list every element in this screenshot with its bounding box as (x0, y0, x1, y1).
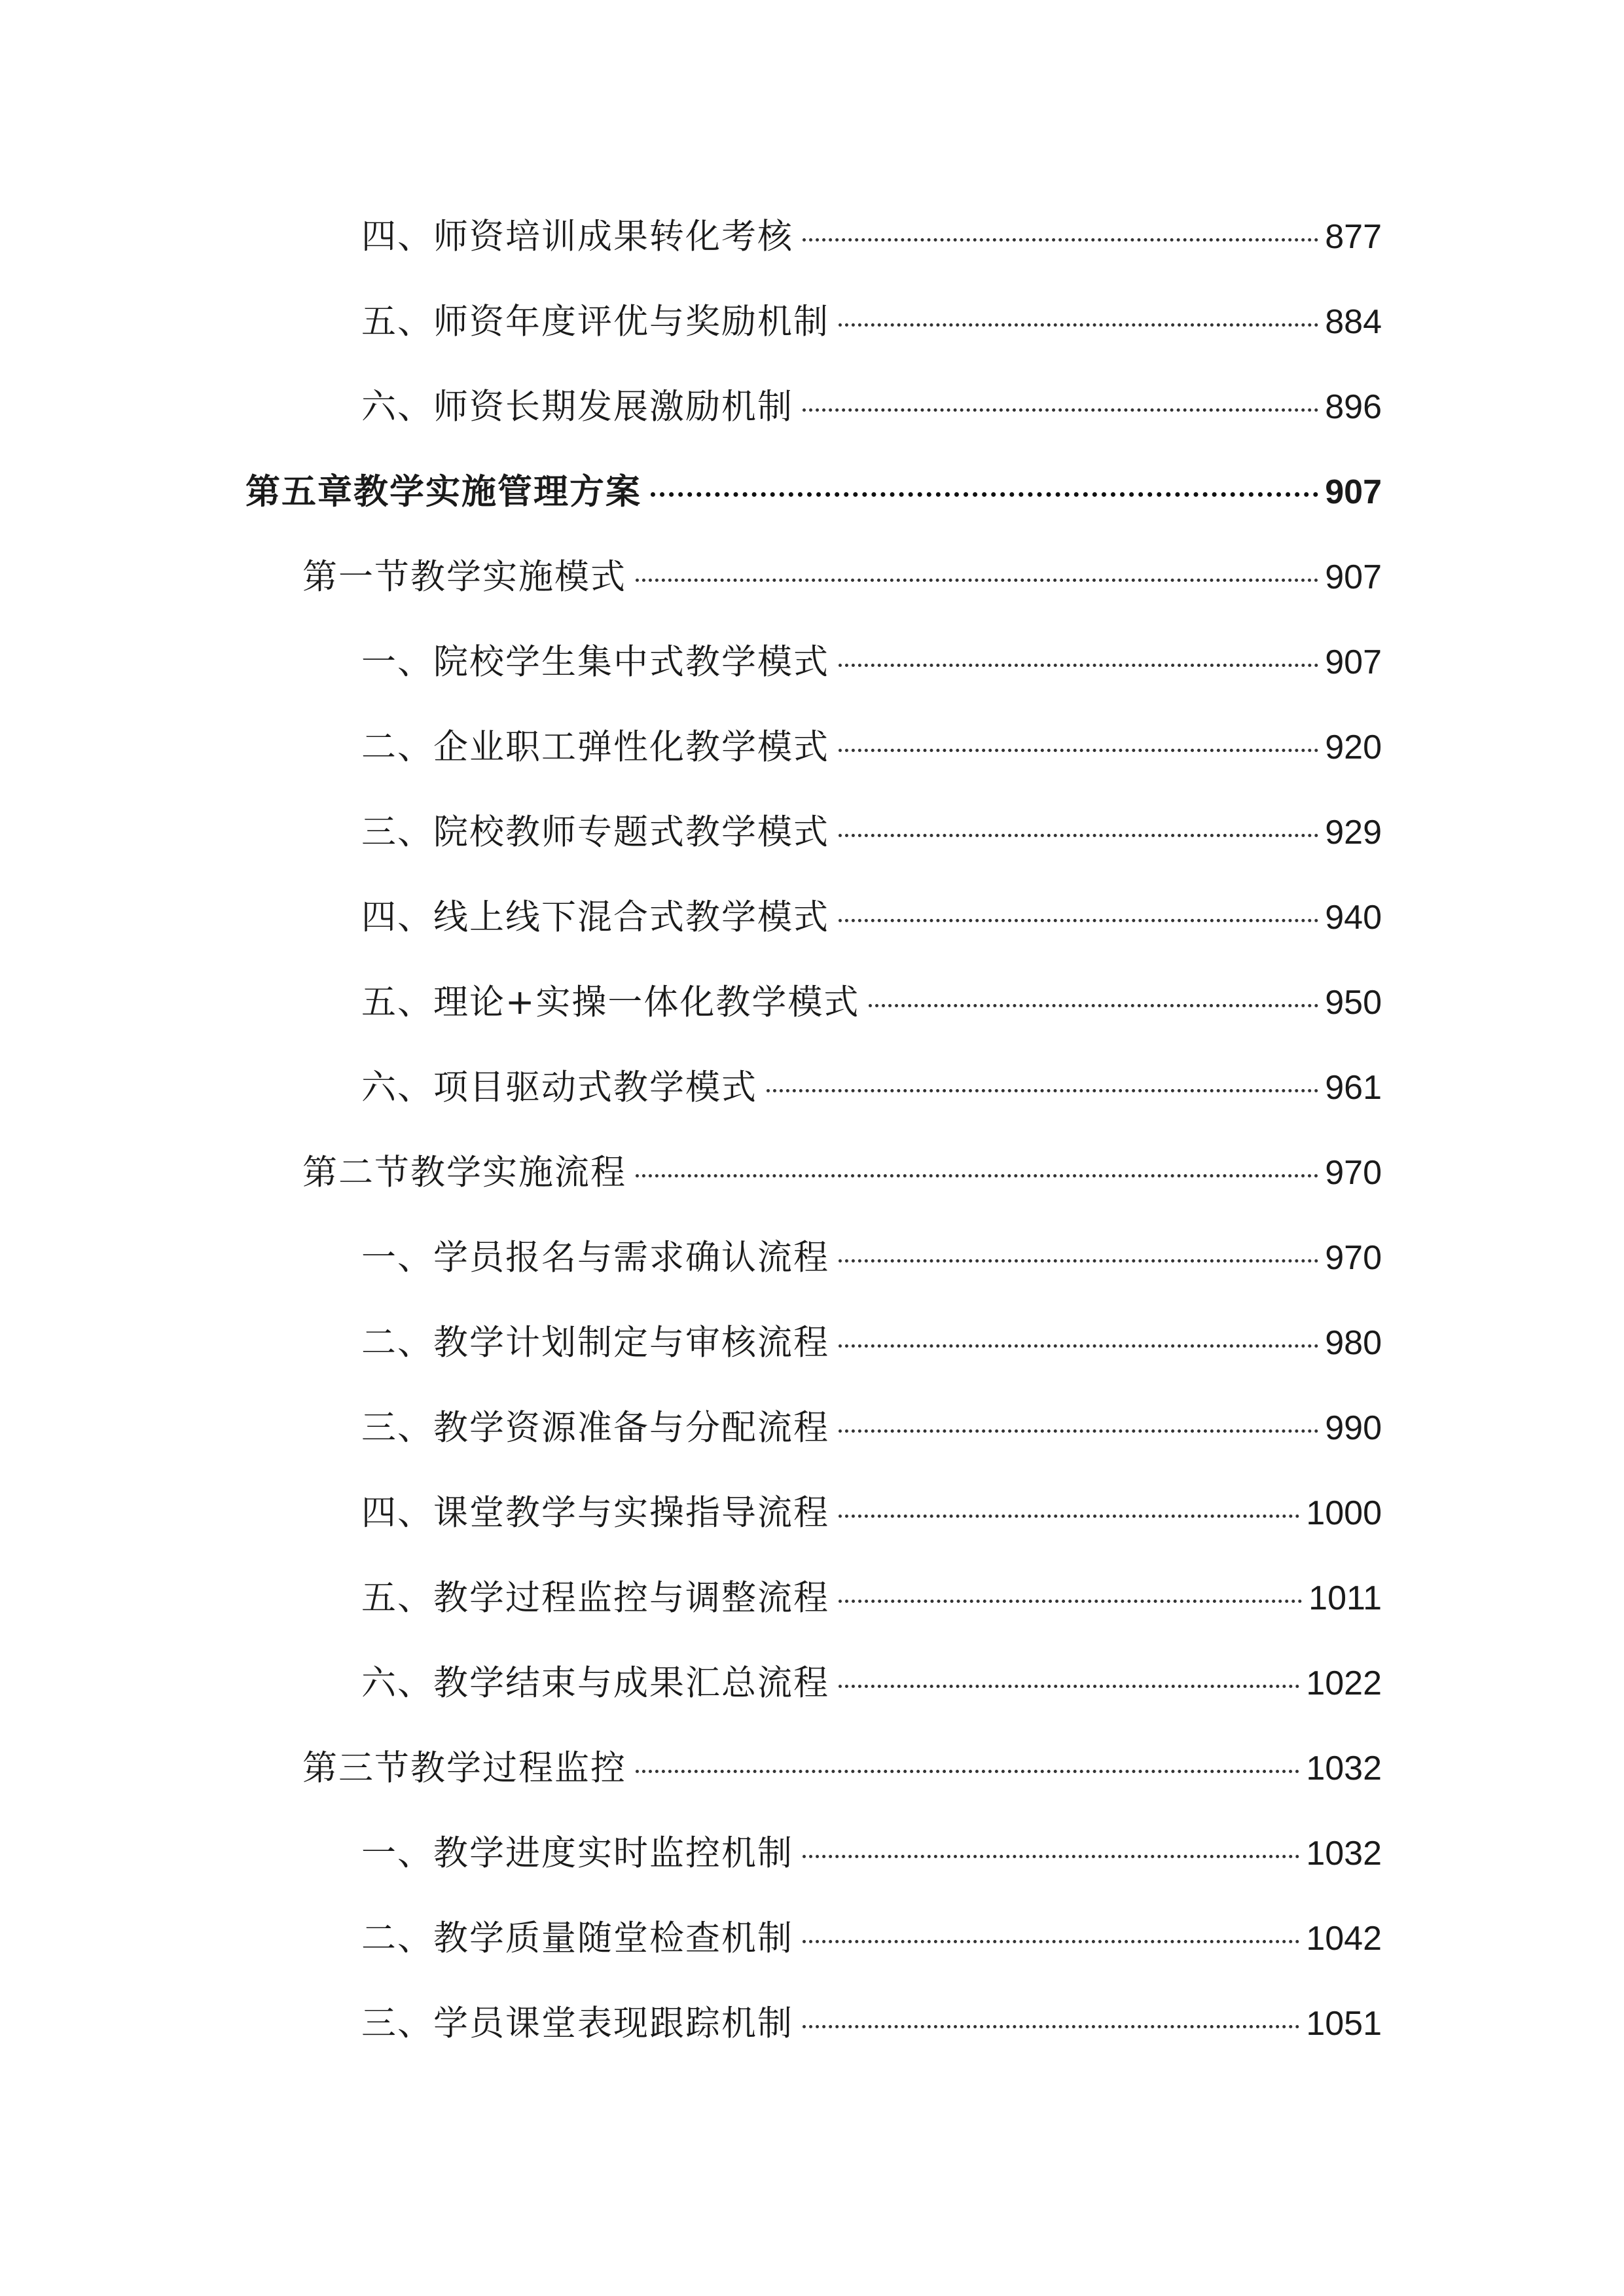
toc-entry[interactable] (361, 1912, 1382, 1965)
toc-entry[interactable] (361, 1572, 1382, 1624)
toc-entry[interactable] (361, 296, 1382, 348)
toc-entry-page-number: 877 (1325, 218, 1382, 256)
toc-entry-page-number: 1022 (1306, 1664, 1382, 1702)
toc-entry-label: 第二节教学实施流程 (302, 1153, 626, 1193)
toc-entry-page-number: 961 (1325, 1069, 1382, 1107)
toc-entry-page-number: 907 (1325, 473, 1382, 511)
toc-entry-label: 五、师资年度评优与奖励机制 (361, 302, 829, 342)
toc-entry-page-number: 950 (1325, 984, 1382, 1022)
dot-leader (839, 1600, 1302, 1603)
toc-entry-label: 六、师资长期发展激励机制 (361, 387, 793, 427)
toc-entry-label: 第一节教学实施模式 (302, 557, 626, 597)
toc-entry-label: 三、学员课堂表现跟踪机制 (361, 2003, 793, 2043)
toc-entry-page-number: 1032 (1306, 1749, 1382, 1787)
toc-entry-page-number: 970 (1325, 1154, 1382, 1192)
toc-entry[interactable] (361, 1998, 1382, 2050)
dot-leader (839, 1685, 1299, 1688)
toc-entry-label: 五、教学过程监控与调整流程 (361, 1578, 829, 1618)
toc-entry-page-number: 980 (1325, 1324, 1382, 1362)
toc-entry-label: 第三节教学过程监控 (302, 1748, 626, 1788)
toc-entry-label: 一、学员报名与需求确认流程 (361, 1238, 829, 1278)
toc-entry-page-number: 1051 (1306, 2005, 1382, 2043)
dot-leader (839, 1344, 1318, 1348)
toc-section-entry[interactable] (302, 551, 1382, 603)
dot-leader (803, 238, 1318, 242)
dot-leader (803, 408, 1318, 412)
toc-entry[interactable] (361, 1487, 1382, 1539)
toc-entry[interactable] (361, 721, 1382, 774)
toc-entry-label: 五、理论+实操一体化教学模式 (361, 982, 860, 1022)
dot-leader (869, 1004, 1318, 1007)
toc-entry-page-number: 990 (1325, 1409, 1382, 1447)
toc-entry-page-number: 940 (1325, 899, 1382, 937)
toc-entry-label: 四、课堂教学与实操指导流程 (361, 1493, 829, 1533)
dot-leader (839, 749, 1318, 752)
toc-entry-page-number: 929 (1325, 814, 1382, 852)
toc-entry-page-number: 907 (1325, 558, 1382, 596)
toc-entry-label: 第五章教学实施管理方案 (245, 472, 641, 512)
dot-leader (839, 323, 1318, 327)
dot-leader (839, 834, 1318, 837)
toc-entry[interactable] (361, 1232, 1382, 1284)
toc-entry[interactable] (361, 1827, 1382, 1880)
dot-leader (636, 1770, 1299, 1773)
toc-entry-page-number: 896 (1325, 388, 1382, 426)
toc-entry-label: 一、院校学生集中式教学模式 (361, 642, 829, 682)
toc-entry-page-number: 1032 (1306, 1835, 1382, 1873)
dot-leader (839, 1515, 1299, 1518)
toc-entry[interactable] (361, 1317, 1382, 1369)
toc-entry-page-number: 884 (1325, 303, 1382, 341)
toc-entry-page-number: 1011 (1308, 1579, 1382, 1617)
toc-entry[interactable] (361, 806, 1382, 859)
toc-entry-label: 二、教学计划制定与审核流程 (361, 1323, 829, 1363)
toc-entry-label: 四、线上线下混合式教学模式 (361, 897, 829, 937)
dot-leader (651, 492, 1318, 497)
toc-entry[interactable] (361, 977, 1382, 1029)
toc-entry[interactable] (361, 1657, 1382, 1710)
toc-entry-page-number: 970 (1325, 1239, 1382, 1277)
toc-entry[interactable] (361, 381, 1382, 433)
toc-entry[interactable] (361, 1062, 1382, 1114)
toc-entry-label: 三、教学资源准备与分配流程 (361, 1408, 829, 1448)
dot-leader (839, 919, 1318, 922)
toc-entry-label: 四、师资培训成果转化考核 (361, 217, 793, 257)
toc-entry-page-number: 920 (1325, 728, 1382, 766)
dot-leader (839, 1259, 1318, 1263)
toc-entry[interactable] (361, 891, 1382, 944)
toc-entry-label: 一、教学进度实时监控机制 (361, 1833, 793, 1873)
dot-leader (803, 1940, 1299, 1943)
toc-entry-page-number: 907 (1325, 643, 1382, 681)
toc-chapter-entry[interactable] (245, 466, 1382, 518)
toc-entry[interactable] (361, 1402, 1382, 1454)
dot-leader (803, 2025, 1299, 2028)
toc-entry-label: 二、企业职工弹性化教学模式 (361, 727, 829, 767)
dot-leader (839, 1429, 1318, 1433)
toc-entry[interactable] (361, 636, 1382, 689)
toc-entry-page-number: 1042 (1306, 1920, 1382, 1958)
dot-leader (636, 1174, 1318, 1177)
toc-entry-label: 六、项目驱动式教学模式 (361, 1067, 757, 1107)
dot-leader (803, 1855, 1299, 1858)
toc-section-entry[interactable] (302, 1147, 1382, 1199)
toc-entry-label: 二、教学质量随堂检查机制 (361, 1918, 793, 1958)
toc-entry-label: 六、教学结束与成果汇总流程 (361, 1663, 829, 1703)
dot-leader (839, 664, 1318, 667)
toc-section-entry[interactable] (302, 1742, 1382, 1795)
toc-entry[interactable] (361, 211, 1382, 263)
toc-entry-label: 三、院校教师专题式教学模式 (361, 812, 829, 852)
dot-leader (767, 1089, 1318, 1092)
toc-entry-page-number: 1000 (1306, 1494, 1382, 1532)
dot-leader (636, 579, 1318, 582)
